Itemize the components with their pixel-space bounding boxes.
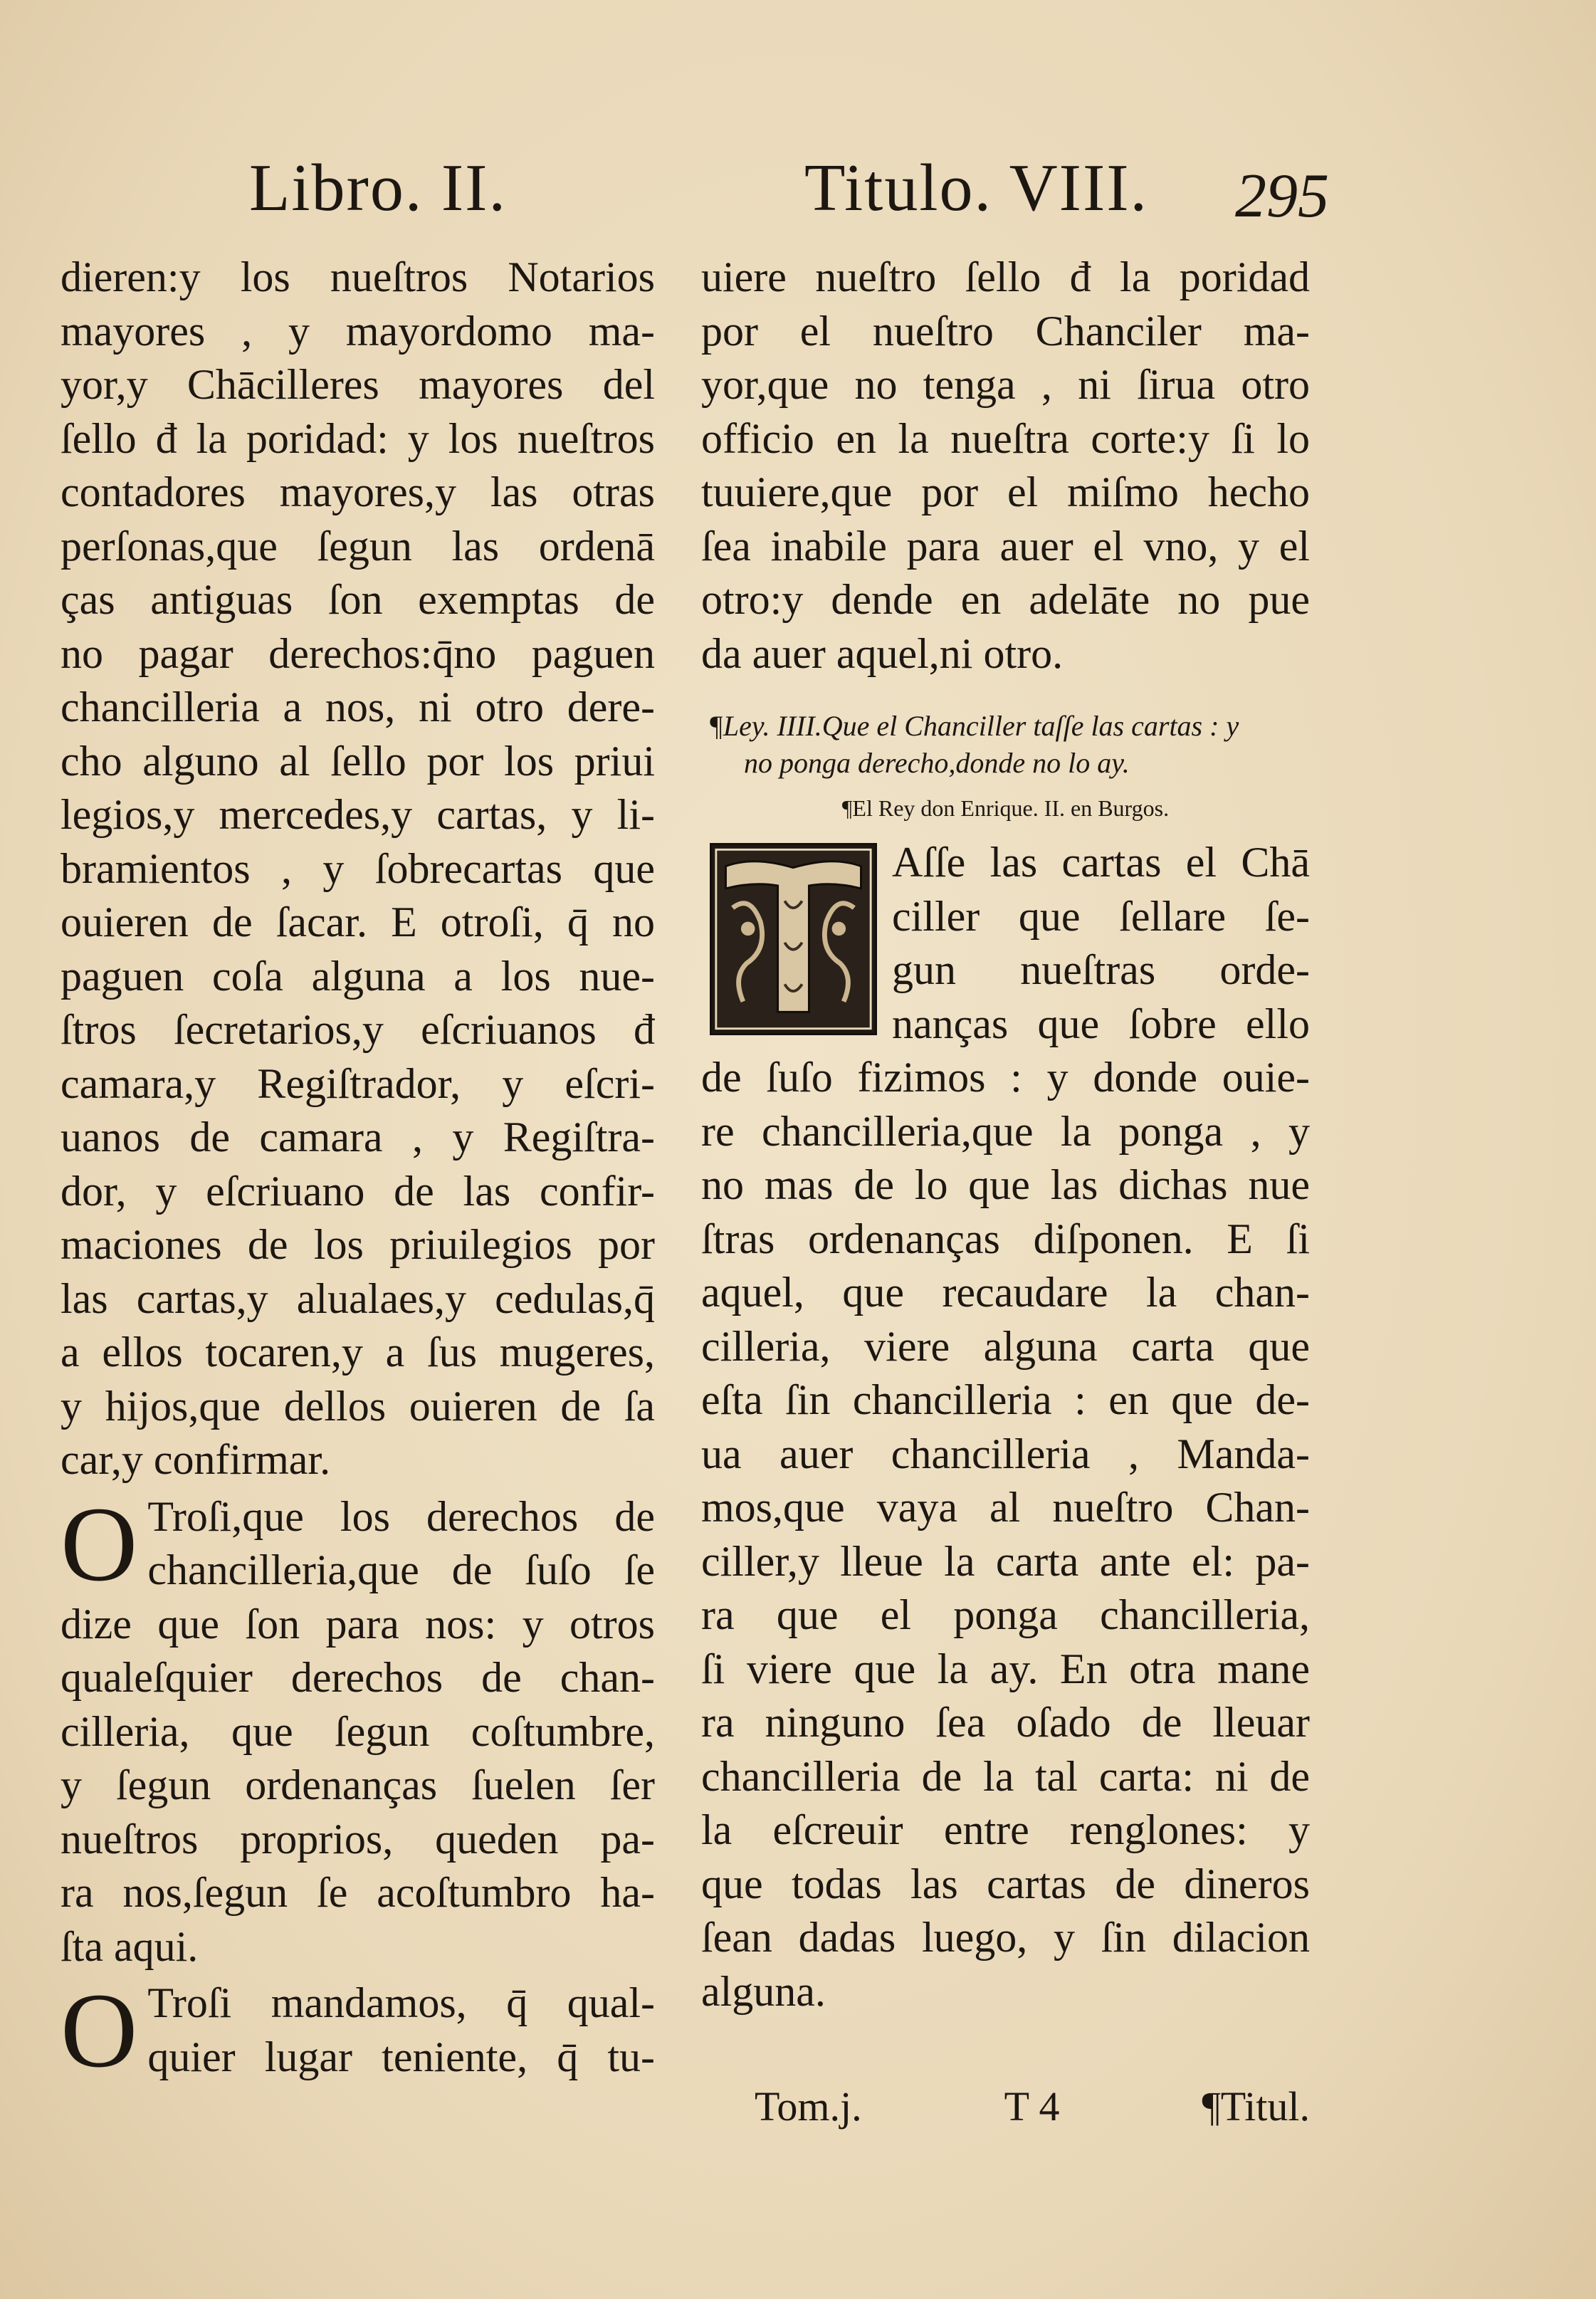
text-line: ſta aqui. [61,1922,199,1970]
text-line: yor,y Chācilleres mayores del [61,361,655,408]
text-line: ciller,y lleue la carta ante el: pa- [701,1537,1310,1585]
running-head-title: Titulo. VIII. [804,151,1149,225]
text-line: que todas las cartas de dineros [701,1860,1310,1907]
text-line: uanos de camara , y Regiſtra- [61,1114,655,1161]
text-line: no pagar derechos:q̄no paguen [61,629,655,677]
text-line: aquel, que recaudare la chan- [701,1269,1310,1316]
text-line: ſtros ſecretarios,y eſcriuanos đ [61,1006,655,1053]
ornamental-initial-t-icon [712,845,875,1033]
text-line: ra ninguno ſea oſado de lleuar [701,1699,1310,1746]
text-line: uiere nueſtro ſello đ la poridad [701,253,1310,300]
text-line: ua auer chancilleria , Manda- [701,1430,1310,1477]
text-line: chancilleria de la tal carta: ni de [701,1752,1310,1800]
text-line: yor,que no tenga , ni ſirua otro [701,361,1310,408]
law-heading-line: ¶Ley. IIII.Que el Chanciller taſſe las cartas : y [708,710,1239,742]
text-line: otro:y dende en adelāte no pue [701,576,1310,623]
right-column [701,251,1310,2018]
left-continuation-paragraph [61,251,655,1487]
text-line: chancilleria a nos, ni otro dere- [61,684,655,730]
text-line: officio en la nueſtra corte:y ſi lo [701,414,1310,462]
text-line: de ſuſo fizimos : y donde ouie- [701,1054,1310,1101]
volume-mark: Tom.j. [755,2083,862,2130]
text-line: car,y confirmar. [61,1436,331,1483]
text-line: ças antiguas ſon exemptas de [61,576,655,623]
text-line: mos,que vaya al nueſtro Chan- [701,1484,1310,1531]
text-line: ra que el ponga chancilleria, [701,1591,1310,1638]
law-heading [701,708,1310,782]
law-paragraph [701,836,1310,2018]
text-line: bramientos , y ſobrecartas que [61,844,655,892]
text-line: qualeſquier derechos de chan- [61,1654,655,1701]
text-line: la eſcreuir entre renglones: y [701,1806,1310,1853]
text-line: Troſi,que los derechos de [147,1492,655,1540]
law-heading-line: no ponga derecho,donde no lo ay. [744,747,1130,779]
text-line: ſello đ la poridad: y los nueſtros [61,414,655,462]
text-line: las cartas,y alualaes,y cedulas,q̄ [61,1274,655,1322]
text-line: chancilleria,que de ſuſo ſe [147,1546,655,1593]
text-line: dize que ſon para nos: y otros [61,1600,655,1648]
right-continuation-paragraph [701,251,1310,681]
text-line: mayores , y mayordomo ma- [61,307,655,355]
text-line: por el nueſtro Chanciler ma- [701,307,1310,355]
text-line: no mas de lo que las dichas nue [701,1161,1310,1208]
text-line: ciller que ſellare ſe- [892,892,1310,940]
text-line: alguna. [701,1967,826,2015]
text-line: nanças que ſobre ello [892,1000,1310,1047]
paragraph-otrosi-2 [61,1971,655,2090]
running-head-book: Libro. II. [249,151,507,225]
text-line: nueſtros proprios, queden pa- [61,1815,655,1863]
law-source: ¶El Rey don Enrique. II. en Burgos. [841,795,1170,821]
drop-cap-letter: O [61,1971,138,2090]
text-line: perſonas,que ſegun las ordenā [61,522,655,570]
text-line: cilleria, que ſegun coſtumbre, [61,1707,655,1755]
text-line: re chancilleria,que la ponga , y [701,1107,1310,1155]
left-column [61,251,655,2090]
text-line: legios,y mercedes,y cartas, y li- [61,791,655,838]
text-line: ſi viere que la ay. En otra mane [701,1645,1310,1692]
text-line: tuuiere,que por el miſmo hecho [701,468,1310,515]
text-line: da auer aquel,ni otro. [701,629,1064,677]
page-footer [755,2083,1310,2130]
decorated-initial [710,843,877,1035]
text-line: Troſi mandamos, q̄ qual- [147,1979,655,2026]
text-line: y ſegun ordenanças ſuelen ſer [61,1761,655,1808]
text-line: paguen coſa alguna a los nue- [61,952,655,1000]
text-line: camara,y Regiſtrador, y eſcri- [61,1059,655,1107]
text-line: cilleria, viere alguna carta que [701,1322,1310,1370]
text-line: dieren:y los nueſtros Notarios [61,253,655,300]
text-line: Aſſe las cartas el Chā [892,839,1310,886]
text-line: contadores mayores,y las otras [61,468,655,515]
text-line: maciones de los priuilegios por [61,1221,655,1268]
text-line: a ellos tocaren,y a ſus mugeres, [61,1329,655,1376]
page-number: 295 [1235,162,1329,231]
text-line: y hijos,que dellos ouieren de ſa [61,1382,655,1430]
text-line: ſea inabile para auer el vno, y el [701,522,1310,570]
text-line: quier lugar teniente, q̄ tu- [147,2033,655,2080]
signature-mark: T 4 [1004,2083,1060,2130]
text-line: cho alguno al ſello por los priui [61,737,655,785]
paragraph-otrosi-1 [61,1484,655,1974]
text-line: ra nos,ſegun ſe acoſtumbro ha- [61,1869,655,1916]
text-line: gun nueſtras orde- [892,946,1310,993]
text-line: ouieren de ſacar. E otroſi, q̄ no [61,899,655,946]
catchword: ¶Titul. [1202,2083,1310,2130]
text-line: ſean dadas luego, y ſin dilacion [701,1914,1310,1961]
text-line: dor, y eſcriuano de las confir- [61,1167,655,1215]
text-line: eſta ſin chancilleria : en que de- [701,1376,1310,1423]
text-line: ſtras ordenanças diſponen. E ſi [701,1215,1310,1262]
drop-cap-letter: O [61,1484,138,1603]
